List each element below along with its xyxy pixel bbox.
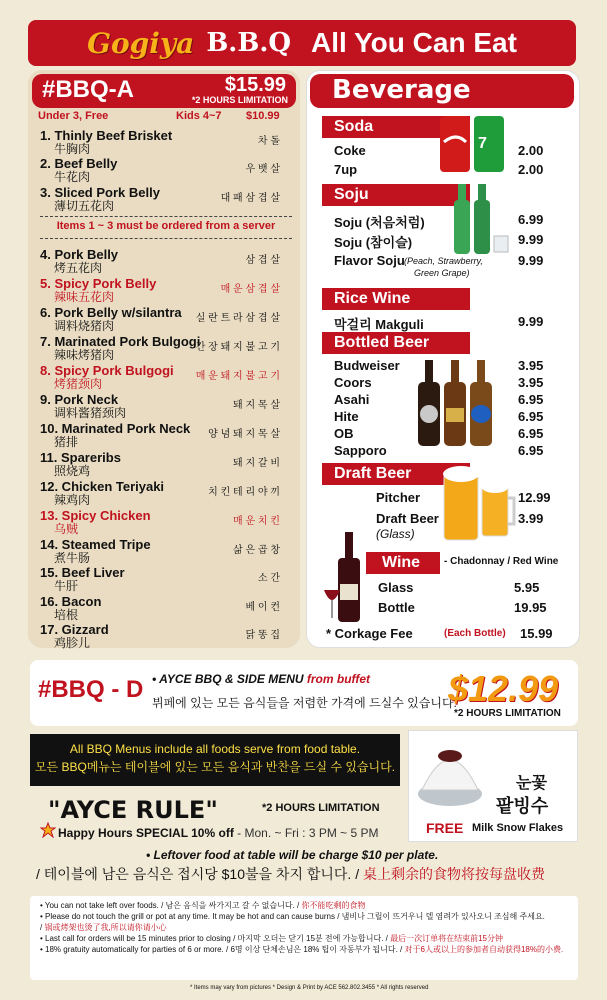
menu-item <box>40 185 290 213</box>
bev-price: 9.99 <box>518 314 544 329</box>
menu-item-chinese: 辣味五花肉 <box>54 290 115 304</box>
bbq-d-line2: 뷔페에 있는 모든 음식들을 저렴한 가격에 드실수 있습니다. <box>152 696 457 710</box>
menu-item-korean: 베 이 컨 <box>245 602 280 613</box>
bev-item: Hite <box>334 409 359 424</box>
rule-text: / <box>40 923 45 932</box>
bev-item: OB <box>334 426 354 441</box>
menu-item-name: 4. Pork Belly <box>40 247 119 262</box>
rule-text: • You can not take left over foods. / 남은 음식을 싸가지고 갈 수 없습니다. / <box>40 901 302 910</box>
bev-price: 6.95 <box>518 392 544 407</box>
wine-sub: - Chadonnay / Red Wine <box>444 556 559 567</box>
menu-item <box>40 594 290 622</box>
rule-zh: 最后一次订单将在结束前15分钟 <box>390 934 504 943</box>
menu-item <box>40 450 290 478</box>
menu-item <box>40 479 290 507</box>
menu-item-name: 16. Bacon <box>40 594 102 609</box>
bbq-d-title: #BBQ - D <box>38 676 144 703</box>
wine-icon <box>322 528 372 624</box>
menu-item <box>40 508 290 536</box>
bev-price: 3.95 <box>518 358 544 373</box>
menu-item-korean: 삶 은 곱 창 <box>233 545 280 556</box>
rule-line <box>40 911 568 922</box>
menu-item <box>40 363 290 391</box>
menu-item-chinese: 牛花肉 <box>54 170 91 184</box>
menu-item <box>40 334 290 362</box>
rule-text: • Last call for orders will be 15 minutes prior to closing / 마지막 오더는 닫기 15분 전에 가능합니다. / <box>40 934 391 943</box>
rule-text: • 18% gratuity automatically for parties of 6 or more. / 6명 이상 단체손님은 18% 팁이 자동부가 됩니다. / <box>40 945 405 954</box>
bev-item: 7up <box>334 162 358 177</box>
menu-item <box>40 565 290 593</box>
kids-free: Under 3, Free <box>38 110 109 122</box>
rule-zh: 锅或烤架也烫了我,所以请你请小心 <box>44 923 167 932</box>
menu-item-korean: 삼 겹 살 <box>245 255 280 266</box>
header-tagline: All You Can Eat <box>311 27 517 58</box>
bev-item: Draft Beer <box>376 511 439 526</box>
menu-item-chinese: 烤五花肉 <box>54 261 103 275</box>
rule-zh: 你不能吃剩的食物 <box>301 901 366 910</box>
ayce-rule-title: "AYCE RULE" <box>48 796 218 824</box>
bbq-a-title: #BBQ-A <box>42 76 135 103</box>
menu-item-chinese: 辣味烤猪肉 <box>54 348 115 362</box>
bev-item: Sapporo <box>334 443 387 458</box>
rules-box <box>30 896 578 980</box>
menu-item-name: 3. Sliced Pork Belly <box>40 185 160 200</box>
footer-note: * Items may vary from pictures * Design & Print by ACE 562.802.3455 * All rights reserved <box>190 985 429 991</box>
bbq-a-header <box>32 74 296 108</box>
menu-item-korean: 치 킨 테 리 야 끼 <box>208 487 280 498</box>
menu-item-korean: 돼 지 목 살 <box>233 400 280 411</box>
rule-line <box>40 922 568 933</box>
menu-item-chinese: 辣鸡肉 <box>54 493 91 507</box>
menu-item <box>40 156 290 184</box>
bev-item: Soju (처음처럼) <box>334 215 425 230</box>
menu-item <box>40 276 290 304</box>
bev-price: 6.95 <box>518 426 544 441</box>
menu-item <box>40 537 290 565</box>
menu-item-korean: 돼 지 갈 비 <box>233 458 280 469</box>
menu-item-name: 10. Marinated Pork Neck <box>40 421 191 436</box>
soju-section: Soju <box>322 184 470 206</box>
bev-price: 12.99 <box>518 490 551 505</box>
menu-item-chinese: 乌贼 <box>54 522 79 536</box>
menu-item-chinese: 猪排 <box>54 435 79 449</box>
kids-age: Kids 4~7 <box>176 110 222 122</box>
bev-price: 9.99 <box>518 253 544 268</box>
menu-header <box>28 20 576 66</box>
menu-item-name: 11. Spareribs <box>40 450 121 465</box>
bbq-d-line1 <box>152 672 370 686</box>
menu-item-korean: 간 장 돼 지 불 고 기 <box>195 342 280 353</box>
rule-line <box>40 944 568 955</box>
bev-price: 19.95 <box>514 600 547 615</box>
bbq-a-price: $15.99 <box>224 74 286 96</box>
menu-item-chinese: 薄切五花肉 <box>54 199 115 213</box>
rule-line <box>40 933 568 944</box>
menu-item-name: 6. Pork Belly w/silantra <box>40 305 182 320</box>
dessert-kr1: 눈꽃 <box>516 775 547 792</box>
menu-item-chinese: 调料酱猪颈肉 <box>54 406 127 420</box>
bev-item: Coke <box>334 143 366 158</box>
leftover-kr-text: / 테이블에 남은 음식은 접시당 $10불을 차지 합니다. / <box>36 866 360 882</box>
bev-price: 6.95 <box>518 409 544 424</box>
bev-item: Asahi <box>334 392 370 407</box>
dessert-kr2: 팥빙수 <box>496 796 549 816</box>
draft-beer-icon <box>438 458 518 544</box>
brand-logo: Gogiya <box>87 26 195 60</box>
divider <box>40 216 292 217</box>
menu-item-korean: 매 운 치 킨 <box>233 516 280 527</box>
menu-item <box>40 392 290 420</box>
bottled-beer-section: Bottled Beer <box>322 332 470 354</box>
bev-price: 2.00 <box>518 143 544 158</box>
menu-item <box>40 622 290 650</box>
bev-price: 9.99 <box>518 232 544 247</box>
bbq-d-limit: *2 HOURS LIMITATION <box>454 708 561 719</box>
menu-item-chinese: 培根 <box>54 608 79 622</box>
happy-label: Happy Hours SPECIAL 10% off <box>58 826 234 840</box>
buffet-notice <box>30 734 400 786</box>
bev-price: 6.99 <box>518 212 544 227</box>
beer-bottles-icon <box>414 352 500 448</box>
corkage-label: * Corkage Fee <box>326 626 413 641</box>
soju-bottles-icon <box>448 180 512 256</box>
corkage-price: 15.99 <box>520 626 553 641</box>
bev-price: 3.95 <box>518 375 544 390</box>
rule-zh: 对于6人或以上的参加者自动获得18%的小费. <box>404 945 564 954</box>
menu-item-name: 12. Chicken Teriyaki <box>40 479 165 494</box>
beverage-title: Beverage <box>332 75 471 105</box>
bbq-a-limit: *2 HOURS LIMITATION <box>191 95 288 105</box>
free-label: FREE <box>426 820 464 836</box>
menu-item-korean: 차 돌 <box>257 136 280 147</box>
menu-item-name: 9. Pork Neck <box>40 392 119 407</box>
menu-item-korean: 매 운 돼 지 불 고 기 <box>195 371 280 382</box>
bev-item: Pitcher <box>376 490 421 505</box>
bbq-d-line1-text: • AYCE BBQ & SIDE MENU <box>152 672 304 686</box>
menu-item-korean: 우 뱃 살 <box>245 164 280 175</box>
menu-item <box>40 247 290 275</box>
menu-item-chinese: 牛肝 <box>54 579 79 593</box>
dessert-name: Milk Snow Flakes <box>472 822 564 834</box>
menu-item-name: 8. Spicy Pork Bulgogi <box>40 363 174 378</box>
menu-item-name: 14. Steamed Tripe <box>40 537 151 552</box>
rule-limit: *2 HOURS LIMITATION <box>262 802 380 814</box>
menu-item-name: 5. Spicy Pork Belly <box>40 276 157 291</box>
flavor-note2: Green Grape) <box>414 268 470 278</box>
happy-time: - Mon. ~ Fri : 3 PM ~ 5 PM <box>237 826 379 840</box>
menu-item-korean: 닭 똥 집 <box>245 630 280 641</box>
bev-item: Coors <box>334 375 372 390</box>
bev-item: Soju (참이슬) <box>334 235 413 250</box>
svg-text:7: 7 <box>478 135 487 152</box>
soda-section: Soda <box>322 116 470 138</box>
menu-item-chinese: 鸡胗儿 <box>54 636 91 650</box>
divider <box>40 238 292 239</box>
star-icon <box>40 822 56 838</box>
menu-item-name: 7. Marinated Pork Bulgogi <box>40 334 201 349</box>
menu-item-korean: 대 패 삼 겹 살 <box>220 193 280 204</box>
rice-wine-section: Rice Wine <box>322 288 470 310</box>
bev-price: 5.95 <box>514 580 540 595</box>
menu-item-chinese: 烤猪颈肉 <box>54 377 103 391</box>
menu-item-korean: 양 념 돼 지 목 살 <box>208 429 280 440</box>
menu-item-name: 13. Spicy Chicken <box>40 508 151 523</box>
menu-item-chinese: 牛胸肉 <box>54 142 91 156</box>
bev-price: 3.99 <box>518 511 544 526</box>
beverage-header <box>310 74 574 108</box>
rule-line <box>40 900 568 911</box>
menu-item <box>40 305 290 333</box>
order-note: Items 1 ~ 3 must be ordered from a server <box>56 220 276 232</box>
bev-item: Glass <box>378 580 414 595</box>
menu-item-chinese: 调料烧猪肉 <box>54 319 115 333</box>
bev-item: 막걸리 Makguli <box>334 317 424 332</box>
leftover-zh: 桌上剩余的食物将按每盘收费 <box>363 866 545 882</box>
from-buffet: from buffet <box>306 672 370 686</box>
bev-price: 6.95 <box>518 443 544 458</box>
notice-kr: 모든 BBQ메뉴는 테이블에 있는 모든 음식과 반찬을 드실 수 있습니다. <box>34 760 396 774</box>
bev-item: Budweiser <box>334 358 400 373</box>
menu-item-name: 2. Beef Belly <box>40 156 118 171</box>
menu-item-korean: 소 간 <box>257 573 280 584</box>
menu-item-name: 15. Beef Liver <box>40 565 125 580</box>
menu-item <box>40 421 290 449</box>
bev-item: Bottle <box>378 600 415 615</box>
leftover-kr <box>36 864 545 884</box>
flavor-note: (Peach, Strawberry, <box>404 256 483 266</box>
menu-item <box>40 128 290 156</box>
brand-bbq: B.B.Q <box>206 28 292 58</box>
soda-cans-icon <box>438 112 526 176</box>
menu-item-chinese: 照烧鸡 <box>54 464 91 478</box>
menu-item-name: 17. Gizzard <box>40 622 109 637</box>
menu-item-korean: 매 운 삼 겹 살 <box>220 284 280 295</box>
kids-price: $10.99 <box>246 110 280 122</box>
leftover-en: • Leftover food at table will be charge $10 per plate. <box>146 848 439 862</box>
bev-item: Flavor Soju <box>334 253 405 268</box>
bingsu-icon <box>414 734 486 810</box>
menu-item-chinese: 煮牛肠 <box>54 551 91 565</box>
menu-item-korean: 실 란 트 라 삼 겹 살 <box>195 313 280 324</box>
wine-section: Wine <box>366 552 440 574</box>
corkage-each: (Each Bottle) <box>444 628 506 639</box>
bev-price: 2.00 <box>518 162 544 177</box>
notice-en: All BBQ Menus include all foods serve from food table. <box>69 742 361 756</box>
draft-beer-section: Draft Beer <box>322 463 470 485</box>
bbq-d-price: $12.99 <box>448 668 559 709</box>
menu-item-name: 1. Thinly Beef Brisket <box>40 128 173 143</box>
glass-note: (Glass) <box>376 527 415 541</box>
happy-hours <box>58 826 379 840</box>
rule-text: • Please do not touch the grill or pot at any time. It may be hot and can cause burns / 냄비나 그릴이 뜨거우니 델 염려가 있사오니 조심해 주세요. <box>40 912 545 921</box>
